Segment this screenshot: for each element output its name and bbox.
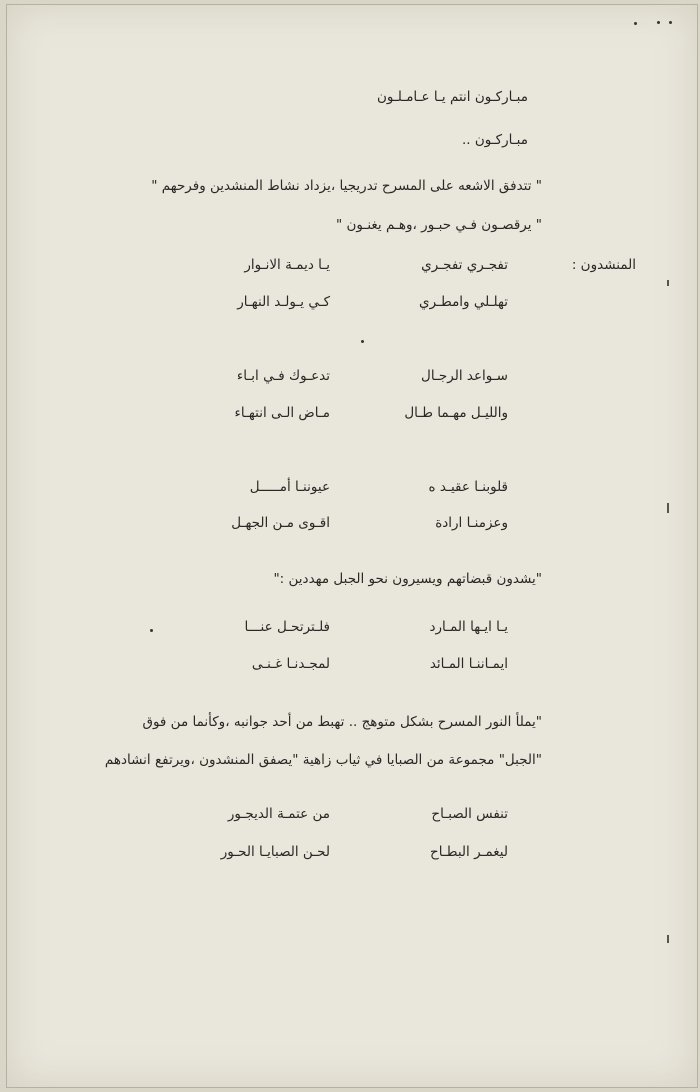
verse-1-left: يـا ديمـة الانـوار [244,257,330,273]
verse-2-left: كـي يـولـد النهـار [237,294,330,310]
verse-10-right: ليغمـر البطـاح [430,844,508,860]
paper-mark [667,503,669,513]
line-1: مبـاركـون انتم يـا عـامـلـون [376,89,528,105]
stage-direction-1: " تتدفق الاشعه على المسرح تدريجيا ،يزداد نشاط المنشدين وفرحهم " [151,178,542,194]
verse-7-right: يـا ايـها المـارد [429,619,508,635]
verse-6-right: وعزمنـا ارادة [435,515,508,531]
stage-direction-4: "يملأ النور المسرح بشكل متوهج .. تهبط من أحد جوانبه ،وكأنما من فوق [142,714,542,730]
verse-2-right: تهلـلي وامطـري [419,294,508,310]
verse-9-left: من عتمـة الديجـور [227,806,330,822]
verse-1-right: تفجـري تفجـري [421,257,508,273]
stage-direction-3: "يشدون قبضاتهم ويسيرون نحو الجبل مهددين :" [273,571,542,587]
verse-4-left: مـاض الـى انتهـاء [234,405,330,421]
verse-8-left: لمجـدنـا غـنـى [251,656,330,672]
ink-speck [361,340,364,343]
verse-9-right: تنفس الصبـاح [431,806,508,822]
speaker-label: المنشدون : [571,257,636,273]
ink-speck [669,21,672,24]
verse-4-right: والليـل مهـما طـال [404,405,508,421]
ink-speck [150,629,153,632]
verse-3-right: سـواعد الرجـال [421,368,508,384]
stage-direction-2: " يرقصـون فـي حبـور ،وهـم يغنـون " [335,217,542,233]
verse-5-left: عيوننـا أمـــــل [249,479,330,495]
paper-mark [667,935,669,943]
ink-speck [657,21,660,24]
verse-8-right: ايمـاننـا المـائد [429,656,508,672]
verse-5-right: قلوبنـا عقيـد ه [428,479,508,495]
line-2: مبـاركـون .. [461,132,528,148]
document-page [6,4,698,1088]
verse-6-left: اقـوى مـن الجهـل [231,515,330,531]
verse-10-left: لحـن الصبايـا الحـور [220,844,330,860]
verse-3-left: تدعـوك فـي ابـاء [236,368,330,384]
verse-7-left: فلـترتحـل عنـــا [244,619,330,635]
ink-speck [634,22,637,25]
paper-mark [667,280,669,286]
stage-direction-5: "الجبل" مجموعة من الصبايا في ثياب زاهية "يصفق المنشدون ،ويرتفع انشادهم [104,752,542,768]
